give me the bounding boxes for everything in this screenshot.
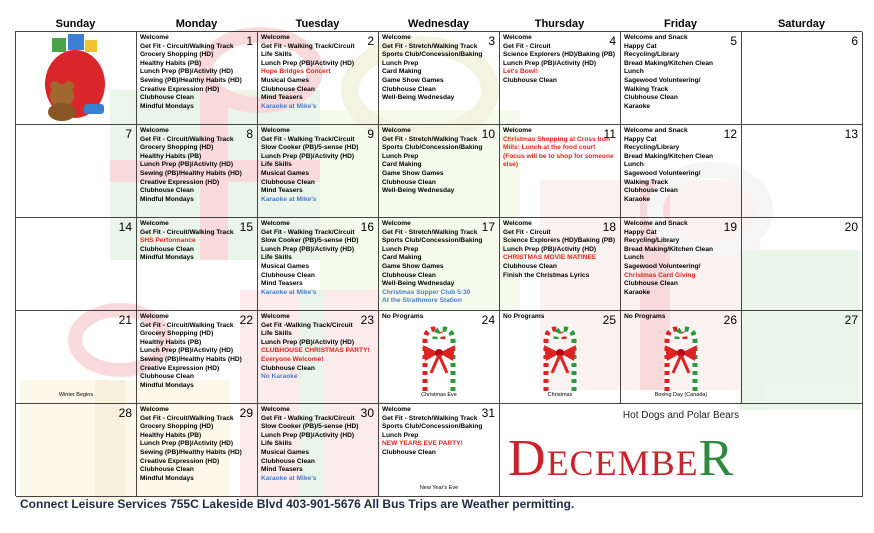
event-item: Christmas Shopping at Cross Iron Mills: Lunch at the food court (Focus will be to shop for someone else) [503, 135, 614, 169]
event-item: Lunch Prep [382, 245, 419, 253]
day-number: 20 [844, 220, 858, 234]
calendar-day-cell [137, 218, 258, 311]
event-item: Get Fit -Walking Track/Circuit [261, 321, 353, 329]
calendar-day-cell [379, 311, 500, 404]
candy-cane-icon [532, 323, 588, 397]
event-item: Lunch [624, 68, 644, 76]
day-number: 11 [603, 127, 616, 141]
day-number: 27 [844, 313, 858, 327]
event-item: Welcome [140, 406, 169, 413]
event-item: Karaoke at Mike's [261, 102, 317, 110]
event-item: Clubhouse Clean [261, 178, 315, 186]
day-number: 29 [239, 406, 253, 420]
event-item: Karaoke at Mike's [261, 288, 317, 296]
event-item: Happy Cat [624, 135, 657, 143]
event-item: Lunch Prep (PB)/Activity (HD) [261, 152, 355, 160]
event-item: Lunch Prep (PB)/Activity (HD) [503, 245, 597, 253]
event-item: Well-Being Wednesday [382, 187, 455, 195]
event-item: Sewing (PB)/Healthy Habits (HD) [140, 355, 242, 363]
event-item: Sports Club/Concession/Baking [382, 237, 483, 245]
event-item: Get Fit - Walking Track/Circuit [261, 228, 355, 236]
event-item: Card Making [382, 254, 422, 262]
day-number: 10 [481, 127, 495, 141]
event-item: Welcome [261, 406, 290, 413]
event-item: At the Strathmore Station [382, 297, 462, 305]
calendar-day-cell [379, 404, 500, 497]
event-item: Sewing (PB)/Healthy Habits (HD) [140, 448, 242, 456]
event-item: Lunch Prep (PB)/Activity (HD) [503, 59, 597, 67]
event-item: Clubhouse Clean [261, 85, 315, 93]
calendar-day-cell [16, 125, 137, 218]
banner-subtitle: Hot Dogs and Polar Bears [622, 410, 740, 421]
event-item: Welcome [503, 127, 532, 134]
day-number: 30 [360, 406, 374, 420]
calendar-day-cell [258, 218, 379, 311]
calendar-day-cell [621, 32, 742, 125]
event-item: Lunch Prep (PB)/Activity (HD) [261, 338, 355, 346]
month-title-middle: ECEMBE [546, 443, 699, 483]
event-item: Welcome [503, 34, 532, 41]
event-item: Grocery Shopping (HD) [140, 144, 214, 152]
day-number: 5 [730, 34, 737, 48]
footer-contact: Connect Leisure Services 755C Lakeside Blvd 403-901-5676 All Bus Trips are Weather permitting. [20, 497, 575, 511]
calendar-day-cell [258, 404, 379, 497]
event-item: Welcome [261, 34, 290, 41]
event-item: Karaoke [624, 195, 651, 203]
event-item: Clubhouse Clean [503, 262, 557, 270]
event-item: Lunch Prep (PB)/Activity (HD) [140, 68, 234, 76]
day-number: 7 [125, 127, 132, 141]
month-title [508, 430, 858, 492]
weekday-header-saturday: Saturday [777, 18, 826, 30]
event-item: Get Fit - Circuit/Walking Track [140, 321, 234, 329]
event-item: Hope Bridges Concert [261, 68, 331, 76]
calendar-day-cell [621, 125, 742, 218]
event-item: Christmas Card Giving [624, 271, 696, 279]
event-item: Game Show Games [382, 76, 444, 84]
event-item: Sewing (PB)/Healthy Habits (HD) [140, 169, 242, 177]
event-item: Healthy Habits (PB) [140, 431, 202, 439]
event-item: Card Making [382, 161, 422, 169]
event-item: Welcome [140, 313, 169, 320]
event-item: Mindful Mondays [140, 102, 194, 110]
calendar-day-cell [137, 404, 258, 497]
event-item: Grocery Shopping (HD) [140, 423, 214, 431]
event-item: Musical Games [261, 76, 310, 84]
event-item: Get Fit - Walking Track/Circuit [261, 414, 355, 422]
event-item: Clubhouse Clean [624, 94, 678, 102]
event-item: Clubhouse Clean [140, 187, 194, 195]
event-item: Mind Teasers [261, 466, 303, 474]
day-number: 6 [851, 34, 858, 48]
event-item: Clubhouse Clean [503, 76, 557, 84]
event-item: Get Fit - Walking Track/Circuit [261, 42, 355, 50]
event-item: Creative Expression (HD) [140, 364, 220, 372]
event-item: Healthy Habits (PB) [140, 152, 202, 160]
weekday-header-wednesday: Wednesday [408, 18, 469, 30]
calendar-day-cell [500, 32, 621, 125]
event-item: Walking Track [624, 178, 669, 186]
event-item: Lunch Prep [382, 59, 419, 67]
event-item: Clubhouse Clean [382, 271, 436, 279]
calendar-day-cell [742, 32, 863, 125]
event-item: Recycling/Library [624, 144, 680, 152]
event-item: Bread Making/Kitchen Clean [624, 59, 714, 67]
event-item: Sagewood Volunteering/ [624, 169, 701, 177]
event-item: Clubhouse Clean [140, 94, 194, 102]
event-item: Get Fit - Circuit [503, 42, 551, 50]
event-item: Sports Club/Concession/Baking [382, 51, 483, 59]
event-item: Sports Club/Concession/Baking [382, 144, 483, 152]
weekday-header-sunday: Sunday [55, 18, 96, 30]
calendar-day-cell [621, 311, 742, 404]
event-item: Welcome [261, 313, 290, 320]
event-item: Game Show Games [382, 262, 444, 270]
month-title-initial: D [508, 430, 547, 487]
event-item: Clubhouse Clean [261, 271, 315, 279]
weekday-header-monday: Monday [175, 18, 218, 30]
event-item: Creative Expression (HD) [140, 178, 220, 186]
event-item: Science Explorers (HD)/Baking (PB) [503, 51, 616, 59]
event-item: Happy Cat [624, 228, 657, 236]
event-item: Sagewood Volunteering/ [624, 262, 701, 270]
event-item: Get Fit - Stretch/Walking Track [382, 228, 478, 236]
event-item: Life Skills [261, 51, 292, 59]
event-item: NEW YEARS EVE PARTY! [382, 440, 463, 448]
event-item: Mindful Mondays [140, 254, 194, 262]
month-title-final: R [698, 430, 735, 487]
event-item: No Programs [503, 313, 545, 320]
event-item: Clubhouse Clean [140, 466, 194, 474]
event-item: Lunch Prep (PB)/Activity (HD) [140, 440, 234, 448]
event-item: Welcome [382, 406, 411, 413]
event-item: No Programs [624, 313, 666, 320]
event-item: Christmas Supper Club 5:30 [382, 288, 471, 296]
event-item: Creative Expression (HD) [140, 457, 220, 465]
event-item: Grocery Shopping (HD) [140, 51, 214, 59]
event-item: Bread Making/Kitchen Clean [624, 245, 714, 253]
event-item: Welcome and Snack [624, 220, 688, 227]
event-item: Lunch Prep (PB)/Activity (HD) [261, 245, 355, 253]
month-banner [500, 404, 863, 497]
event-item: Get Fit - Circuit/Walking Track [140, 135, 234, 143]
holiday-note: Boxing Day (Canada) [654, 392, 708, 399]
event-item: Science Explorers (HD)/Baking (PB) [503, 237, 616, 245]
event-item: Karaoke at Mike's [261, 474, 317, 482]
event-item: Get Fit - Circuit/Walking Track [140, 414, 234, 422]
event-item: Mind Teasers [261, 187, 303, 195]
event-item: Finish the Christmas Lyrics [503, 271, 590, 279]
day-number: 31 [481, 406, 495, 420]
event-item: Welcome [261, 220, 290, 227]
event-item: Walking Track [624, 85, 669, 93]
weekday-header-thursday: Thursday [534, 18, 585, 30]
event-item: Mindful Mondays [140, 474, 194, 482]
event-item: Lunch Prep [382, 431, 419, 439]
day-number: 23 [360, 313, 374, 327]
event-item: Get Fit - Circuit [503, 228, 551, 236]
event-item: Slow Cooker (PB)/5-sense (HD) [261, 423, 359, 431]
event-item: Clubhouse Clean [624, 187, 678, 195]
calendar-day-cell [742, 125, 863, 218]
calendar-day-cell [379, 32, 500, 125]
event-item: SHS Performance [140, 237, 196, 245]
event-item: Life Skills [261, 161, 292, 169]
calendar-day-cell [742, 218, 863, 311]
day-number: 26 [723, 313, 737, 327]
event-item: Karaoke [624, 102, 651, 110]
event-item: Clubhouse Clean [140, 373, 194, 381]
event-item: Recycling/Library [624, 237, 680, 245]
calendar-day-cell [16, 218, 137, 311]
day-number: 24 [481, 313, 495, 327]
event-item: Clubhouse Clean [261, 457, 315, 465]
day-number: 14 [118, 220, 132, 234]
event-item: CHRISTMAS MOVIE MATINEE [503, 254, 597, 262]
day-number: 3 [488, 34, 495, 48]
event-item: Lunch Prep (PB)/Activity (HD) [140, 161, 234, 169]
calendar-day-cell [137, 125, 258, 218]
event-item: Welcome and Snack [624, 127, 688, 134]
event-item: Welcome [382, 34, 411, 41]
calendar-day-cell [379, 125, 500, 218]
day-number: 22 [239, 313, 253, 327]
event-item: Welcome [503, 220, 532, 227]
event-item: Healthy Habits (PB) [140, 338, 202, 346]
day-number: 13 [844, 127, 858, 141]
calendar-day-cell [16, 311, 137, 404]
event-item: Well-Being Wednesday [382, 280, 455, 288]
event-item: Clubhouse Clean [382, 448, 436, 456]
event-item: Get Fit - Circuit/Walking Track [140, 228, 234, 236]
calendar-day-cell [621, 218, 742, 311]
event-item: Welcome [382, 127, 411, 134]
event-item: Welcome [140, 220, 169, 227]
event-item: No Karaoke [261, 373, 298, 381]
event-item: Clubhouse Clean [261, 364, 315, 372]
event-item: Musical Games [261, 262, 310, 270]
holiday-note: Christmas Eve [421, 392, 457, 399]
event-item: Lunch [624, 161, 644, 169]
event-item: Sewing (PB)/Healthy Habits (HD) [140, 76, 242, 84]
event-item: Welcome [382, 220, 411, 227]
day-number: 21 [118, 313, 132, 327]
santa-sack-teddy-bear-image [40, 34, 110, 122]
event-item: Everyone Welcome! [261, 355, 324, 363]
event-item: Get Fit - Stretch/Walking Track [382, 42, 478, 50]
event-item: Game Show Games [382, 169, 444, 177]
day-number: 25 [602, 313, 616, 327]
day-number: 18 [602, 220, 616, 234]
event-item: Clubhouse Clean [382, 178, 436, 186]
event-item: Clubhouse Clean [382, 85, 436, 93]
event-item: Lunch Prep (PB)/Activity (HD) [261, 59, 355, 67]
calendar-grid [15, 31, 862, 496]
day-number: 12 [723, 127, 737, 141]
calendar-day-cell [137, 311, 258, 404]
event-item: Mindful Mondays [140, 381, 194, 389]
event-item: Mindful Mondays [140, 195, 194, 203]
event-item: Lunch Prep (PB)/Activity (HD) [261, 431, 355, 439]
calendar-day-cell [500, 311, 621, 404]
event-item: Grocery Shopping (HD) [140, 330, 214, 338]
day-number: 2 [367, 34, 374, 48]
candy-cane-icon [653, 323, 709, 397]
holiday-note: New Year's Eve [419, 485, 459, 492]
event-item: Happy Cat [624, 42, 657, 50]
day-number: 8 [246, 127, 253, 141]
event-item: Slow Cooker (PB)/5-sense (HD) [261, 237, 359, 245]
event-item: Life Skills [261, 254, 292, 262]
event-item: No Programs [382, 313, 424, 320]
day-number: 28 [118, 406, 132, 420]
calendar-day-cell [500, 125, 621, 218]
event-item: Karaoke [624, 288, 651, 296]
day-number: 16 [360, 220, 374, 234]
event-item: Slow Cooker (PB)/5-sense (HD) [261, 144, 359, 152]
event-item: Let's Bowl! [503, 68, 538, 76]
candy-cane-icon [411, 323, 467, 397]
event-item: Lunch Prep (PB)/Activity (HD) [140, 347, 234, 355]
event-item: Life Skills [261, 330, 292, 338]
holiday-note: Christmas [547, 392, 573, 399]
event-item: Bread Making/Kitchen Clean [624, 152, 714, 160]
event-item: Mind Teasers [261, 280, 303, 288]
day-number: 1 [246, 34, 253, 48]
event-item: Well-Being Wednesday [382, 94, 455, 102]
event-item: Get Fit - Walking Track/Circuit [261, 135, 355, 143]
weekday-header-friday: Friday [663, 18, 697, 30]
calendar-day-cell [137, 32, 258, 125]
event-item: Recycling/Library [624, 51, 680, 59]
calendar-day-cell [258, 32, 379, 125]
event-item: Sagewood Volunteering/ [624, 76, 701, 84]
event-item: Clubhouse Clean [140, 245, 194, 253]
day-number: 9 [367, 127, 374, 141]
event-item: Get Fit - Stretch/Walking Track [382, 135, 478, 143]
event-item: Welcome [140, 127, 169, 134]
event-item: Lunch [624, 254, 644, 262]
event-item: Sports Club/Concession/Baking [382, 423, 483, 431]
weekday-header-tuesday: Tuesday [295, 18, 340, 30]
day-number: 19 [723, 220, 737, 234]
calendar-day-cell [16, 404, 137, 497]
event-item: Life Skills [261, 440, 292, 448]
event-item: Card Making [382, 68, 422, 76]
calendar-day-cell [258, 125, 379, 218]
event-item: Welcome [261, 127, 290, 134]
event-item: Healthy Habits (PB) [140, 59, 202, 67]
day-number: 17 [481, 220, 495, 234]
day-number: 4 [609, 34, 616, 48]
event-item: Mind Teasers [261, 94, 303, 102]
calendar-day-cell [742, 311, 863, 404]
event-item: Karaoke at Mike's [261, 195, 317, 203]
calendar-day-cell [500, 218, 621, 311]
event-item: Musical Games [261, 169, 310, 177]
event-item: Lunch Prep [382, 152, 419, 160]
day-number: 15 [239, 220, 253, 234]
event-item: Musical Games [261, 448, 310, 456]
event-item: Welcome and Snack [624, 34, 688, 41]
calendar-day-cell [379, 218, 500, 311]
calendar-day-cell [16, 32, 137, 125]
calendar-day-cell [258, 311, 379, 404]
event-item: Get Fit - Stretch/Walking Track [382, 414, 478, 422]
event-item: CLUBHOUSE CHRISTMAS PARTY! [261, 347, 370, 355]
event-item: Clubhouse Clean [624, 280, 678, 288]
holiday-note: Winter Begins [58, 392, 94, 399]
event-item: Creative Expression (HD) [140, 85, 220, 93]
event-item: Get Fit - Circuit/Walking Track [140, 42, 234, 50]
event-item: Welcome [140, 34, 169, 41]
